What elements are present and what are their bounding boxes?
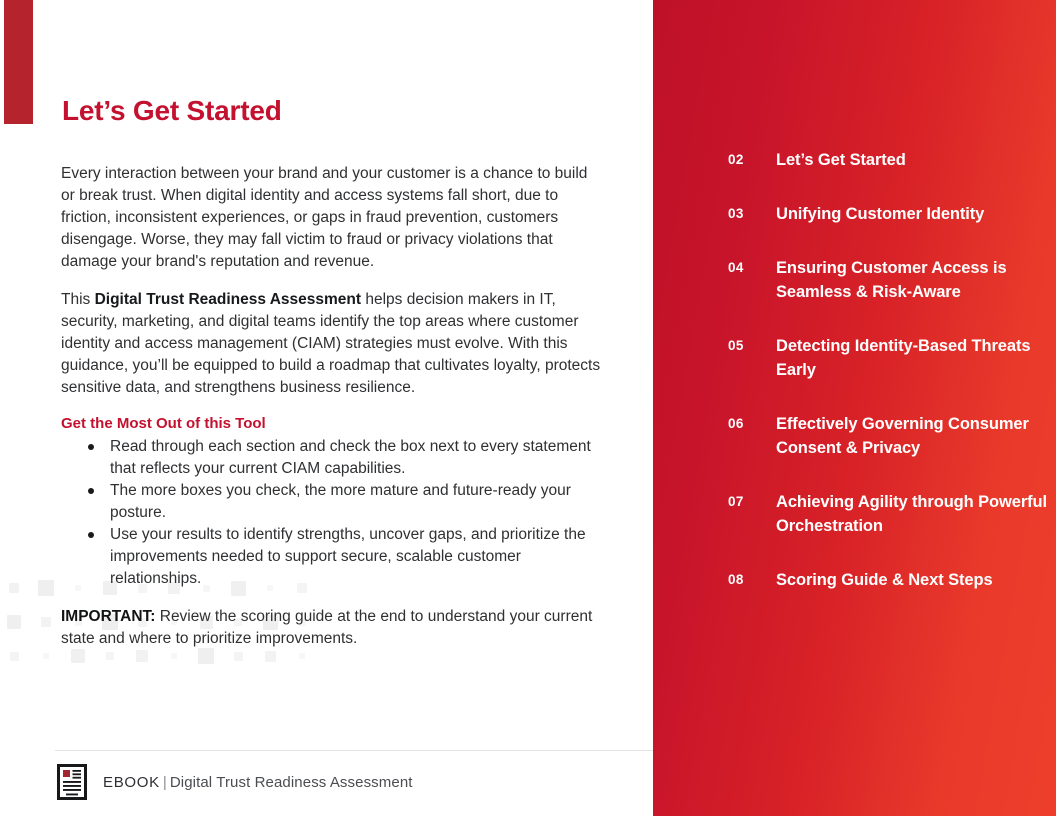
toc-entry-02[interactable]: [728, 148, 1048, 172]
assessment-prefix: This: [61, 291, 95, 308]
footer-separator: |: [162, 773, 167, 791]
list-item: Use your results to identify strengths, uncover gaps, and prioritize the improvements needed to support secure, scalable customer relationships.: [61, 524, 601, 590]
toc-label[interactable]: Achieving Agility through Powerful Orchestration: [776, 493, 1047, 535]
toc-label[interactable]: Scoring Guide & Next Steps: [776, 571, 993, 589]
toc-number: 02: [728, 152, 744, 167]
subheading-get-the-most: Get the Most Out of this Tool: [61, 415, 266, 432]
assessment-bold-term: Digital Trust Readiness Assessment: [94, 291, 362, 308]
toc-number: 04: [728, 260, 744, 275]
toc-entry-03[interactable]: [728, 202, 1048, 226]
page-title: Let’s Get Started: [62, 95, 282, 126]
toc-number: 03: [728, 206, 744, 221]
footer-label: EBOOK: [103, 773, 160, 791]
important-note: [61, 606, 601, 650]
toc-entry-05[interactable]: [728, 334, 1048, 382]
toc-list[interactable]: [728, 148, 1048, 622]
toc-number: 08: [728, 572, 744, 587]
toc-label[interactable]: Effectively Governing Consumer Consent & Privacy: [776, 415, 1029, 457]
ebook-document-icon: [57, 764, 87, 800]
important-text: Review the scoring guide at the end to understand your current state and where to prioritize improvements.: [61, 608, 593, 647]
tips-list: [61, 436, 601, 590]
paragraph-assessment: [61, 289, 601, 399]
paragraph-intro: Every interaction between your brand and your customer is a chance to build or break trust. When digital identity and access systems fall short, due to friction, inconsistent experiences, or gaps in fraud prevention, customers disengage. Worse, they may fall victim to fraud or privacy violations that damage your brand's reputation and revenue.: [61, 165, 588, 270]
body-copy: [61, 163, 601, 650]
toc-label[interactable]: Unifying Customer Identity: [776, 205, 985, 223]
footer: [57, 758, 413, 806]
footer-subtitle: Digital Trust Readiness Assessment: [169, 773, 413, 791]
table-of-contents-panel: [653, 0, 1056, 816]
footer-divider: [55, 750, 653, 751]
toc-entry-06[interactable]: [728, 412, 1048, 460]
toc-entry-07[interactable]: [728, 490, 1048, 538]
toc-label[interactable]: Detecting Identity-Based Threats Early: [776, 337, 1031, 379]
toc-entry-08[interactable]: [728, 568, 1048, 592]
toc-number: 06: [728, 416, 744, 431]
toc-number: 05: [728, 338, 744, 353]
footer-caption: [103, 774, 413, 791]
toc-entry-04[interactable]: [728, 256, 1048, 304]
list-item: The more boxes you check, the more mature and future-ready your posture.: [61, 480, 601, 524]
list-item: Read through each section and check the box next to every statement that reflects your current CIAM capabilities.: [61, 436, 601, 480]
toc-number: 07: [728, 494, 744, 509]
toc-label[interactable]: Ensuring Customer Access is Seamless & Risk-Aware: [776, 259, 1007, 301]
important-label: IMPORTANT:: [61, 608, 156, 625]
toc-label[interactable]: Let’s Get Started: [776, 151, 906, 169]
assessment-suffix: helps decision makers in IT, security, marketing, and digital teams identify the top areas where customer identity and access management (CIAM) strategies must evolve. With this guidance, you’ll be equipped to build a roadmap that cultivates loyalty, protects sensitive data, and strengthens business resilience.: [61, 291, 601, 396]
